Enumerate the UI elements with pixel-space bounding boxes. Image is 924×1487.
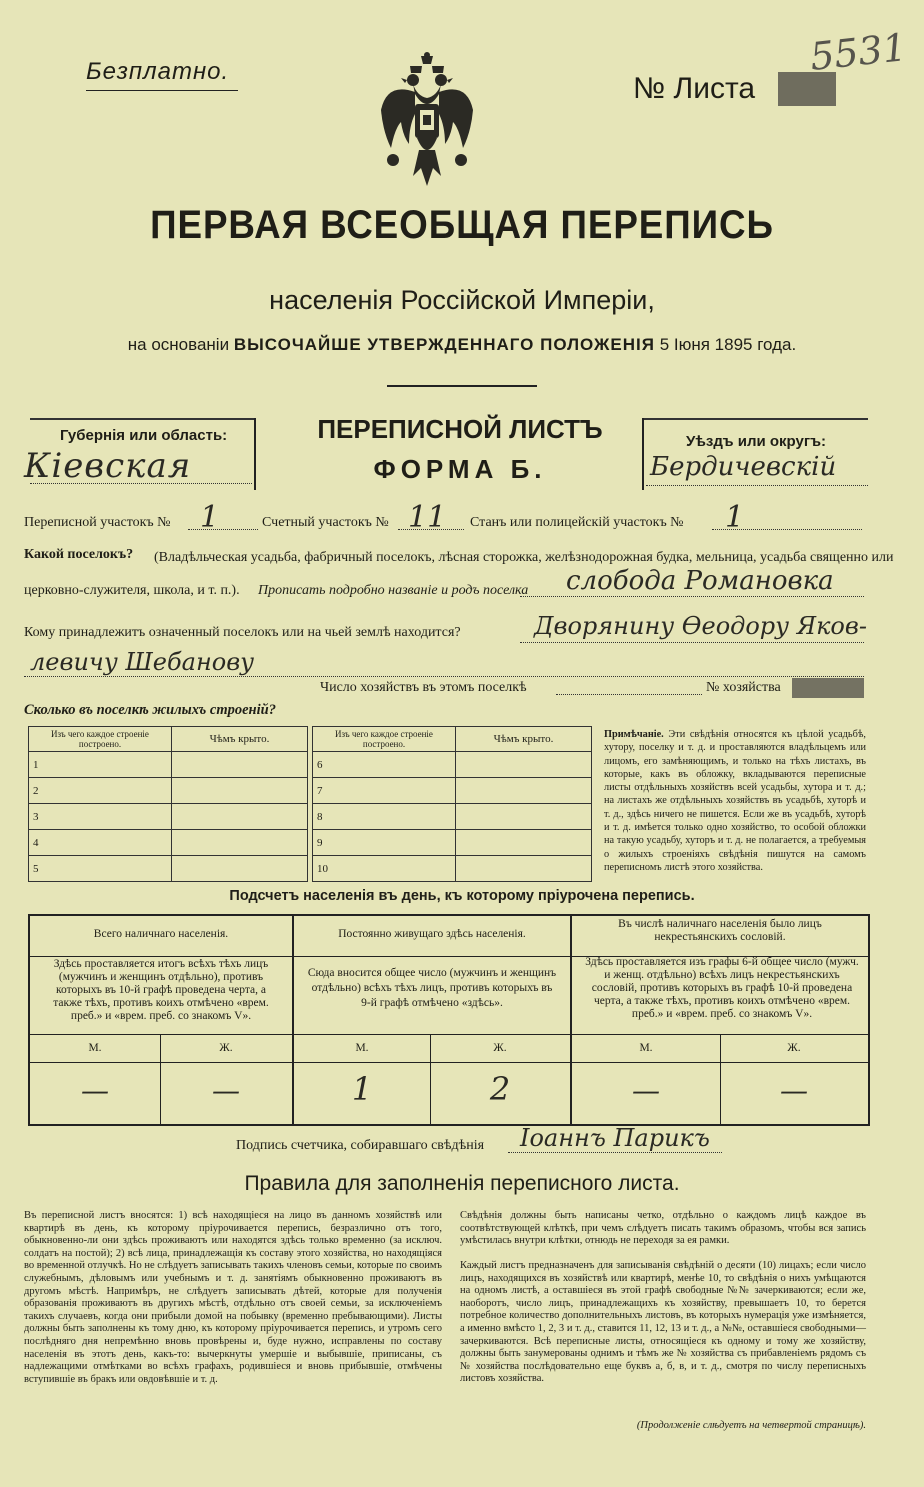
col1-male-label: М. xyxy=(88,1042,102,1054)
building-roof-cell[interactable] xyxy=(456,752,592,778)
rules-continued: (Продолженіе слѣдуетъ на четвертой страницѣ). xyxy=(636,1420,866,1431)
building-row-number: 3 xyxy=(29,804,172,830)
free-label: Безплатно. xyxy=(86,58,230,85)
signature-line xyxy=(508,1152,722,1153)
col1-male-value[interactable]: — xyxy=(81,1074,109,1107)
col3-female-label: Ж. xyxy=(787,1042,801,1054)
page-subtitle: населенія Россійской Имперіи, xyxy=(269,285,655,315)
basis-date: 5 Іюня 1895 года. xyxy=(659,335,797,354)
households-label: Число хозяйствъ въ этомъ поселкѣ xyxy=(320,680,527,695)
building-roof-cell[interactable] xyxy=(456,830,592,856)
building-roof-cell[interactable] xyxy=(456,778,592,804)
building-roof-cell[interactable] xyxy=(456,804,592,830)
col2-female-value[interactable]: 2 xyxy=(489,1070,511,1108)
rules-right-paragraph-2: Каждый листъ предназначенъ для записыванія свѣдѣній о десяти (10) лицахъ; если число лицъ, находящихся въ хозяйствѣ или квартирѣ, менѣе 10, то свѣдѣнія о нихъ умѣщаются на одномъ листѣ, а оставшіеся въ этой графѣ свободные №№ зачеркиваются; если же, наоборотъ, число лицъ, принадлежащихъ къ хозяйству, превышаетъ 10, то берется потребное количество дополнительныхъ листовъ, въ которыхъ нумерація уже измѣняется, а именно вмѣсто 1, 2, 3 и т. д., ставится 11, 12, 13 и т. д., а №№, оставшіеся свободными—зачеркиваются. Всѣ переписные листы, относящіеся къ одному и тому же хозяйству, должны быть занумерованы однимъ и тѣмъ же № хозяйства съ прибавленіемъ рядомъ съ № хозяйства послѣдовательно еще буквъ а, б, в, и т. д., смотря по числу переписныхъ листовъ хозяйства. xyxy=(460,1260,866,1385)
population-heading: Подсчетъ населенія въ день, къ которому пріурочена перепись. xyxy=(229,888,695,904)
title-divider xyxy=(387,385,537,387)
owner-value-1: Дворянину Өеодору Яков- xyxy=(534,612,867,640)
district-line xyxy=(646,485,868,486)
signature-label: Подпись счетчика, собиравшаго свѣдѣнія xyxy=(236,1138,485,1153)
household-no-label: № хозяйства xyxy=(706,680,781,695)
building-row-number: 9 xyxy=(313,830,456,856)
note-text: Эти свѣдѣнія относятся къ цѣлой усадьбѣ, хутору, поселку и т. д. и проставляются владѣльцемъ или лицомъ, его замѣняющимъ, и только на тѣхъ листахъ, въ которые, какъ въ обложку, вкладываются переписные листы отдѣльныхъ хозяйствъ всей усадьбы, хутора и т. д.; на листахъ же отдѣльныхъ хозяйствъ въ усадьбѣ, хуторѣ и т. д., здѣсь ничего не пишется. Если же въ усадьбѣ, хуторѣ и т. д. имѣется только одно хозяйство, то особой обложки на такую усадьбу, хуторъ и т. д. не полагается, а требуемыя о жилыхъ строеніяхъ свѣдѣнія пишутся на самомъ переписномъ листѣ этого хозяйства. xyxy=(604,729,866,873)
col1-female-label: Ж. xyxy=(219,1042,233,1054)
building-roof-cell[interactable] xyxy=(456,856,592,882)
owner-line-2 xyxy=(24,676,864,677)
pencil-archive-mark: 5531 xyxy=(807,25,909,79)
pop-hline-3 xyxy=(30,1062,868,1063)
col3-female-value[interactable]: — xyxy=(780,1074,808,1107)
province-line xyxy=(30,483,252,484)
owner-line-1 xyxy=(520,642,864,643)
buildings-table-right xyxy=(312,726,592,882)
district-value: Бердичевскій xyxy=(650,452,837,482)
district-box-left xyxy=(642,418,644,490)
building-roof-cell[interactable] xyxy=(172,752,308,778)
legal-basis-line xyxy=(0,335,924,355)
col1-text: Здѣсь проставляется итогъ всѣхъ тѣхъ лицъ (мужчинъ и женщинъ отдѣльно), противъ которыхъ въ 10-й графѣ проведена черта, а также тѣхъ, противъ коихъ отмѣчено «врем. преб.» и «врем. преб. со знакомъ V». xyxy=(53,958,269,1022)
stan-value: 1 xyxy=(725,500,745,535)
count-district-line xyxy=(398,529,464,530)
sheet-title: ПЕРЕПИСНОЙ ЛИСТЪ xyxy=(317,414,603,444)
rules-left-column: Въ переписной листъ вносятся: 1) всѣ находящіеся на лицо въ данномъ хозяйствѣ или квартирѣ въ день, къ которому пріурочивается перепись, безразлично отъ того, обыкновенно-ли они здѣсь проживаютъ или находятся здѣсь только временно (за исключ. солдатъ на постой); 2) всѣ лица, принадлежащія къ составу этого хозяйства, но находящіяся во временной отлучкѣ. Но не слѣдуетъ записывать такихъ членовъ семьи, которые по своимъ служебнымъ, дѣловымъ или учебнымъ и т. д. занятіямъ обыкновенно проживаютъ въ другомъ мѣстѣ. Напримѣръ, не слѣдуетъ записывать дѣтей, которые для полученія образованія проживаютъ въ другихъ мѣстѣ, отдѣльно отъ своей семьи, за исключеніемъ такихъ случаевъ, когда они прибыли домой на побывку (временно пребывающими). Листы должны быть заполнены къ тому дню, къ которому пріурочивается перепись, и утромъ сего послѣдняго дня непремѣнно вновь провѣрены и, буде нужно, исправлены по составу населенія въ этотъ день, какъ-то: вычеркнуты умершіе и выбывшіе, приписаны, съ надлежащими отмѣтками во всѣхъ графахъ, родившіеся и вновь прибывшіе, отмѣчены вступившіе въ бракъ или овдовѣвшіе и т. д. xyxy=(24,1210,442,1385)
col-roof-header: Чѣмъ крыто. xyxy=(456,727,592,752)
building-row-number: 2 xyxy=(29,778,172,804)
district-label: Уѣздъ или округъ: xyxy=(686,433,827,450)
col2-male-label: М. xyxy=(355,1042,369,1054)
basis-prefix: на основаніи xyxy=(127,335,230,354)
province-box-top xyxy=(30,418,254,420)
buildings-label: Сколько въ поселкѣ жилыхъ строеній? xyxy=(24,702,276,718)
district-box-top xyxy=(644,418,868,420)
col-material-header: Изъ чего каждое строеніе построено. xyxy=(29,727,172,752)
building-row-number: 5 xyxy=(29,856,172,882)
province-box-right xyxy=(254,418,256,490)
count-district-value: 11 xyxy=(408,500,447,535)
col1-title: Всего наличнаго населенія. xyxy=(93,928,229,940)
page-title: ПЕРВАЯ ВСЕОБЩАЯ ПЕРЕПИСЬ xyxy=(150,203,774,247)
note-title: Примѣчаніе. xyxy=(604,729,664,740)
col2-male-value[interactable]: 1 xyxy=(351,1070,373,1108)
imperial-eagle-emblem xyxy=(377,52,477,190)
building-roof-cell[interactable] xyxy=(172,778,308,804)
count-district-label: Счетный участокъ № xyxy=(262,515,389,530)
settlement-hint-1: (Владѣльческая усадьба, фабричный поселокъ, лѣсная сторожка, желѣзнодорожная будка, мельница, усадьба священно или xyxy=(154,550,894,565)
sheet-number-label: № Листа xyxy=(633,72,756,105)
census-district-label: Переписной участокъ № xyxy=(24,515,171,530)
free-underline xyxy=(86,90,238,91)
rules-heading: Правила для заполненія переписного листа. xyxy=(244,1172,680,1195)
stan-line xyxy=(712,529,862,530)
settlement-line xyxy=(520,596,864,597)
building-roof-cell[interactable] xyxy=(172,830,308,856)
col3-title: Въ числѣ наличнаго населенія было лицъ некрестьянскихъ сословій. xyxy=(618,918,822,943)
col3-male-value[interactable]: — xyxy=(632,1074,660,1107)
household-no-redacted xyxy=(792,678,864,698)
building-row-number: 7 xyxy=(313,778,456,804)
col2-female-label: Ж. xyxy=(493,1042,507,1054)
building-row-number: 4 xyxy=(29,830,172,856)
pop-hline-2 xyxy=(30,1034,868,1035)
building-row-number: 1 xyxy=(29,752,172,778)
province-value: Кіевская xyxy=(24,446,192,486)
province-label: Губернія или область: xyxy=(60,427,228,444)
buildings-table-left xyxy=(28,726,308,882)
owner-value-2: левичу Шебанову xyxy=(30,648,255,676)
settlement-hint-2: церковно-служителя, школа, и т. п.). xyxy=(24,583,240,598)
stan-label: Станъ или полицейскій участокъ № xyxy=(470,515,684,530)
form-title: ФОРМА Б. xyxy=(373,454,547,484)
buildings-note xyxy=(604,728,866,874)
signature-value: Іоаннъ Парикъ xyxy=(520,1124,710,1152)
col1-female-value[interactable]: — xyxy=(212,1074,240,1107)
col-roof-header: Чѣмъ крыто. xyxy=(172,727,308,752)
population-table xyxy=(28,914,870,1126)
census-district-value: 1 xyxy=(200,500,220,535)
building-roof-cell[interactable] xyxy=(172,856,308,882)
col2-title: Постоянно живущаго здѣсь населенія. xyxy=(338,928,526,940)
building-row-number: 8 xyxy=(313,804,456,830)
building-row-number: 6 xyxy=(313,752,456,778)
building-roof-cell[interactable] xyxy=(172,804,308,830)
settlement-value: слобода Романовка xyxy=(566,566,834,596)
owner-label: Кому принадлежитъ означенный поселокъ или на чьей землѣ находится? xyxy=(24,625,461,640)
col3-male-label: М. xyxy=(639,1042,653,1054)
census-district-line xyxy=(188,529,258,530)
basis-caps: ВЫСОЧАЙШЕ УТВЕРЖДЕННАГО ПОЛОЖЕНІЯ xyxy=(233,335,655,354)
col3-text: Здѣсь проставляется изъ графы 6-й общее число (мужч. и женщ. отдѣльно) всѣхъ лицъ некрестьянскихъ сословій, противъ которыхъ въ графѣ 10-й проведена черта, а также тѣхъ, противъ коихъ отмѣчено «врем. преб.» и «врем. преб. со знакомъ V». xyxy=(585,956,859,1020)
rules-right-paragraph-1: Свѣдѣнія должны быть написаны четко, отдѣльно о каждомъ лицѣ каждое въ соотвѣтствующей клѣткѣ, при чемъ слѣдуетъ писать такимъ образомъ, чтобы вся запись умѣстилась внутри клѣтки, отнюдь не переходя за ея рамки. xyxy=(460,1210,866,1247)
col2-text: Сюда вносится общее число (мужчинъ и женщинъ отдѣльно) всѣхъ тѣхъ лицъ, противъ которыхъ въ 9-й графѣ отмѣчено «здѣсь». xyxy=(307,967,557,1009)
households-line xyxy=(556,694,702,695)
settlement-label: Какой поселокъ? xyxy=(24,547,134,562)
settlement-hint-3: Прописать подробно названіе и родъ поселка xyxy=(258,583,529,598)
building-row-number: 10 xyxy=(313,856,456,882)
col-material-header: Изъ чего каждое строеніе построено. xyxy=(313,727,456,752)
